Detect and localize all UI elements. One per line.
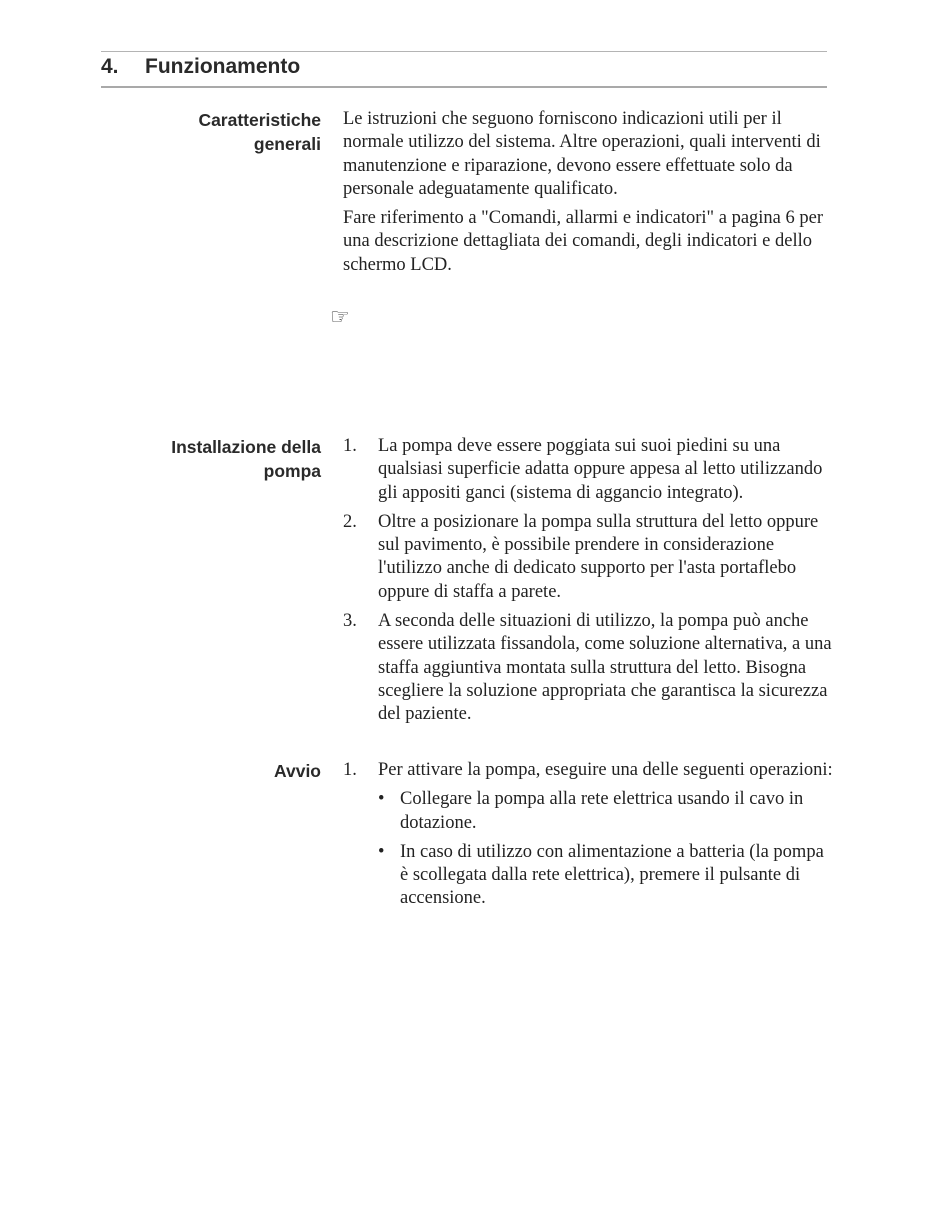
list-item-text: Oltre a posizionare la pompa sulla struttura del letto oppure sul pavimento, è possibile prendere in considerazione l'utilizzo anche di dedicato supporto per l'asta portaflebo oppure di staffa a parete. <box>378 511 819 602</box>
bullet-item <box>378 788 833 835</box>
list-item <box>343 511 833 604</box>
pointing-hand-icon: ☞ <box>330 305 350 330</box>
bullet-text: Collegare la pompa alla rete elettrica usando il cavo in dotazione. <box>400 789 804 833</box>
list-item-number: 1. <box>343 436 357 456</box>
startup-list <box>343 759 833 911</box>
bullet-item <box>378 841 833 911</box>
startup-bullet-list <box>378 788 833 910</box>
general-body <box>343 108 833 283</box>
header-rule-bottom <box>101 86 827 88</box>
list-item <box>343 435 833 505</box>
header-rule-top <box>101 51 827 52</box>
side-heading-startup: Avvio <box>273 761 321 781</box>
section-number: 4. <box>101 55 119 78</box>
general-paragraph-2: Fare riferimento a "Comandi, allarmi e indicatori" a pagina 6 per una descrizione dettagliata dei comandi, degli indicatori e dello schermo LCD. <box>343 208 823 275</box>
bullet-mark: • <box>378 841 385 862</box>
list-item-number: 1. <box>343 760 357 780</box>
list-item-text: A seconda delle situazioni di utilizzo, la pompa può anche essere utilizzata fissandola, come soluzione alternativa, a una staffa aggiuntiva montata sulla struttura del letto. Bisogna scegliere la soluzione appropriata che garantisca la sicurezza del paziente. <box>378 611 832 725</box>
startup-body <box>343 759 833 917</box>
bullet-text: In caso di utilizzo con alimentazione a batteria (la pompa è scollegata dalla rete elettrica), premere il pulsante di accensione. <box>400 841 824 909</box>
list-item-text: Per attivare la pompa, eseguire una delle seguenti operazioni: <box>378 760 833 780</box>
list-item-text: La pompa deve essere poggiata sui suoi piedini su una qualsiasi superficie adatta oppure appesa al letto utilizzando gli appositi ganci (sistema di aggancio integrato). <box>378 436 823 503</box>
section-title: Funzionamento <box>145 55 301 78</box>
general-paragraph-1: Le istruzioni che seguono forniscono indicazioni utili per il normale utilizzo del sistema. Altre operazioni, quali interventi di manutenzione e riparazione, devono essere effettuate solo da personale adeguatamente qualificato. <box>343 109 821 199</box>
list-item <box>343 759 833 911</box>
installation-list <box>343 435 833 727</box>
list-item-number: 2. <box>343 511 357 532</box>
bullet-mark: • <box>378 789 385 810</box>
side-heading-general: Caratteristiche generali <box>198 110 321 154</box>
installation-body <box>343 435 833 733</box>
side-heading-installation: Installazione della pompa <box>171 437 321 481</box>
list-item-number: 3. <box>343 611 357 632</box>
list-item <box>343 610 833 726</box>
section-heading <box>101 55 300 79</box>
